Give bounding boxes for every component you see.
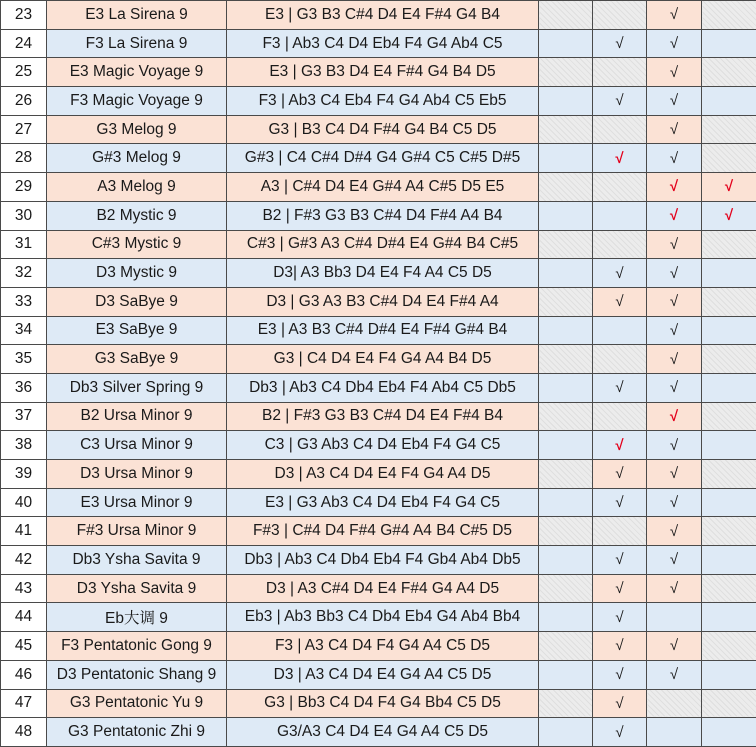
- scale-notes-cell: D3| A3 Bb3 D4 E4 F4 A4 C5 D5: [227, 259, 539, 288]
- table-row: [1, 402, 756, 431]
- check-cell-1: [539, 517, 593, 546]
- scale-name-cell: D3 Ysha Savita 9: [47, 574, 227, 603]
- check-cell-2: √: [593, 373, 647, 402]
- scale-notes-cell: Eb3 | Ab3 Bb3 C4 Db4 Eb4 G4 Ab4 Bb4: [227, 603, 539, 632]
- check-cell-4: [702, 87, 756, 116]
- table-body: [1, 1, 756, 747]
- scale-name-cell: E3 SaBye 9: [47, 316, 227, 345]
- check-cell-3: √: [647, 431, 702, 460]
- scale-name-cell: E3 La Sirena 9: [47, 1, 227, 30]
- scale-notes-cell: C3 | G3 Ab3 C4 D4 Eb4 F4 G4 C5: [227, 431, 539, 460]
- check-cell-1: [539, 144, 593, 173]
- row-number-cell: 32: [1, 259, 47, 288]
- scale-notes-cell: G3 | Bb3 C4 D4 F4 G4 Bb4 C5 D5: [227, 689, 539, 718]
- check-cell-2: √: [593, 259, 647, 288]
- scale-name-cell: F3 La Sirena 9: [47, 29, 227, 58]
- table-row: [1, 345, 756, 374]
- check-cell-4: [702, 460, 756, 489]
- check-cell-1: [539, 29, 593, 58]
- scale-notes-cell: C#3 | G#3 A3 C#4 D#4 E4 G#4 B4 C#5: [227, 230, 539, 259]
- check-cell-4: [702, 517, 756, 546]
- table-row: [1, 488, 756, 517]
- scale-notes-cell: A3 | C#4 D4 E4 G#4 A4 C#5 D5 E5: [227, 173, 539, 202]
- check-cell-4: [702, 632, 756, 661]
- scale-name-cell: B2 Mystic 9: [47, 201, 227, 230]
- row-number-cell: 48: [1, 718, 47, 747]
- check-cell-4: [702, 29, 756, 58]
- row-number-cell: 29: [1, 173, 47, 202]
- scale-notes-cell: D3 | G3 A3 B3 C#4 D4 E4 F#4 A4: [227, 287, 539, 316]
- scale-notes-cell: G3 | C4 D4 E4 F4 G4 A4 B4 D5: [227, 345, 539, 374]
- check-cell-2: √: [593, 689, 647, 718]
- check-cell-3: √: [647, 574, 702, 603]
- check-cell-1: [539, 718, 593, 747]
- table-row: [1, 460, 756, 489]
- check-cell-4: [702, 1, 756, 30]
- row-number-cell: 42: [1, 546, 47, 575]
- check-cell-1: [539, 402, 593, 431]
- scale-name-cell: E3 Ursa Minor 9: [47, 488, 227, 517]
- check-cell-4: [702, 431, 756, 460]
- check-cell-3: √: [647, 517, 702, 546]
- check-cell-3: [647, 689, 702, 718]
- check-cell-1: [539, 87, 593, 116]
- row-number-cell: 40: [1, 488, 47, 517]
- check-cell-3: √: [647, 1, 702, 30]
- row-number-cell: 23: [1, 1, 47, 30]
- check-cell-1: [539, 259, 593, 288]
- check-cell-4: [702, 115, 756, 144]
- scale-notes-cell: B2 | F#3 G3 B3 C#4 D4 F#4 A4 B4: [227, 201, 539, 230]
- check-cell-4: [702, 316, 756, 345]
- scale-name-cell: Eb大调 9: [47, 603, 227, 632]
- scale-notes-cell: F#3 | C#4 D4 F#4 G#4 A4 B4 C#5 D5: [227, 517, 539, 546]
- scale-name-cell: D3 Pentatonic Shang 9: [47, 660, 227, 689]
- check-cell-3: √: [647, 632, 702, 661]
- check-cell-1: [539, 173, 593, 202]
- check-cell-2: [593, 58, 647, 87]
- row-number-cell: 47: [1, 689, 47, 718]
- table-row: [1, 718, 756, 747]
- check-cell-3: √: [647, 115, 702, 144]
- row-number-cell: 35: [1, 345, 47, 374]
- check-cell-3: √: [647, 230, 702, 259]
- scale-name-cell: G3 Melog 9: [47, 115, 227, 144]
- scale-notes-cell: E3 | A3 B3 C#4 D#4 E4 F#4 G#4 B4: [227, 316, 539, 345]
- check-cell-4: [702, 689, 756, 718]
- scale-name-cell: E3 Magic Voyage 9: [47, 58, 227, 87]
- check-cell-4: [702, 402, 756, 431]
- scale-name-cell: G3 Pentatonic Zhi 9: [47, 718, 227, 747]
- check-cell-4: [702, 718, 756, 747]
- row-number-cell: 28: [1, 144, 47, 173]
- check-cell-1: [539, 230, 593, 259]
- check-cell-4: [702, 58, 756, 87]
- scale-name-cell: D3 Ursa Minor 9: [47, 460, 227, 489]
- scale-name-cell: D3 Mystic 9: [47, 259, 227, 288]
- scale-notes-cell: B2 | F#3 G3 B3 C#4 D4 E4 F#4 B4: [227, 402, 539, 431]
- check-cell-3: √: [647, 345, 702, 374]
- check-cell-2: √: [593, 603, 647, 632]
- check-cell-4: [702, 660, 756, 689]
- row-number-cell: 30: [1, 201, 47, 230]
- scale-notes-cell: G#3 | C4 C#4 D#4 G4 G#4 C5 C#5 D#5: [227, 144, 539, 173]
- row-number-cell: 37: [1, 402, 47, 431]
- check-cell-3: √: [647, 29, 702, 58]
- check-cell-3: √: [647, 259, 702, 288]
- check-cell-2: √: [593, 660, 647, 689]
- check-cell-1: [539, 603, 593, 632]
- table-row: [1, 259, 756, 288]
- check-cell-3: √: [647, 287, 702, 316]
- check-cell-2: √: [593, 287, 647, 316]
- table-row: [1, 287, 756, 316]
- check-cell-2: √: [593, 574, 647, 603]
- check-cell-2: [593, 173, 647, 202]
- check-cell-1: [539, 58, 593, 87]
- check-cell-1: [539, 1, 593, 30]
- scale-notes-cell: E3 | G3 B3 C#4 D4 E4 F#4 G4 B4: [227, 1, 539, 30]
- check-cell-2: [593, 201, 647, 230]
- check-cell-2: [593, 402, 647, 431]
- check-cell-2: √: [593, 29, 647, 58]
- table-row: [1, 373, 756, 402]
- check-cell-4: [702, 546, 756, 575]
- scale-notes-cell: D3 | A3 C#4 D4 E4 F#4 G4 A4 D5: [227, 574, 539, 603]
- check-cell-1: [539, 574, 593, 603]
- scale-notes-cell: Db3 | Ab3 C4 Db4 Eb4 F4 Gb4 Ab4 Db5: [227, 546, 539, 575]
- check-cell-3: √: [647, 201, 702, 230]
- check-cell-2: [593, 230, 647, 259]
- check-cell-2: √: [593, 144, 647, 173]
- table-row: [1, 431, 756, 460]
- table-row: [1, 689, 756, 718]
- check-cell-1: [539, 660, 593, 689]
- check-cell-3: √: [647, 144, 702, 173]
- check-cell-2: [593, 1, 647, 30]
- table-row: [1, 517, 756, 546]
- table-row: [1, 574, 756, 603]
- scale-name-cell: G3 Pentatonic Yu 9: [47, 689, 227, 718]
- row-number-cell: 38: [1, 431, 47, 460]
- check-cell-3: √: [647, 546, 702, 575]
- scale-notes-cell: G3 | B3 C4 D4 F#4 G4 B4 C5 D5: [227, 115, 539, 144]
- row-number-cell: 34: [1, 316, 47, 345]
- table-row: [1, 230, 756, 259]
- row-number-cell: 45: [1, 632, 47, 661]
- row-number-cell: 36: [1, 373, 47, 402]
- scale-name-cell: B2 Ursa Minor 9: [47, 402, 227, 431]
- scale-notes-cell: G3/A3 C4 D4 E4 G4 A4 C5 D5: [227, 718, 539, 747]
- row-number-cell: 26: [1, 87, 47, 116]
- scale-notes-cell: F3 | A3 C4 D4 F4 G4 A4 C5 D5: [227, 632, 539, 661]
- scale-name-cell: G3 SaBye 9: [47, 345, 227, 374]
- row-number-cell: 33: [1, 287, 47, 316]
- table-row: [1, 115, 756, 144]
- check-cell-1: [539, 287, 593, 316]
- table-row: [1, 87, 756, 116]
- row-number-cell: 46: [1, 660, 47, 689]
- check-cell-4: √: [702, 201, 756, 230]
- check-cell-3: [647, 718, 702, 747]
- check-cell-2: [593, 517, 647, 546]
- check-cell-3: √: [647, 58, 702, 87]
- check-cell-4: [702, 488, 756, 517]
- check-cell-3: √: [647, 87, 702, 116]
- scale-name-cell: F#3 Ursa Minor 9: [47, 517, 227, 546]
- check-cell-4: [702, 603, 756, 632]
- table-row: [1, 1, 756, 30]
- check-cell-4: [702, 345, 756, 374]
- scale-notes-cell: D3 | A3 C4 D4 E4 F4 G4 A4 D5: [227, 460, 539, 489]
- check-cell-1: [539, 460, 593, 489]
- check-cell-1: [539, 201, 593, 230]
- scale-notes-cell: F3 | Ab3 C4 Eb4 F4 G4 Ab4 C5 Eb5: [227, 87, 539, 116]
- scale-name-cell: Db3 Silver Spring 9: [47, 373, 227, 402]
- check-cell-3: √: [647, 402, 702, 431]
- scale-name-cell: A3 Melog 9: [47, 173, 227, 202]
- row-number-cell: 24: [1, 29, 47, 58]
- check-cell-1: [539, 316, 593, 345]
- scale-name-cell: D3 SaBye 9: [47, 287, 227, 316]
- check-cell-1: [539, 632, 593, 661]
- check-cell-4: [702, 259, 756, 288]
- check-cell-1: [539, 488, 593, 517]
- check-cell-4: [702, 373, 756, 402]
- check-cell-3: √: [647, 488, 702, 517]
- check-cell-2: √: [593, 632, 647, 661]
- check-cell-1: [539, 373, 593, 402]
- table-row: [1, 316, 756, 345]
- check-cell-2: [593, 115, 647, 144]
- row-number-cell: 43: [1, 574, 47, 603]
- check-cell-3: [647, 603, 702, 632]
- check-cell-3: √: [647, 373, 702, 402]
- scale-name-cell: F3 Magic Voyage 9: [47, 87, 227, 116]
- check-cell-2: [593, 316, 647, 345]
- table-row: [1, 546, 756, 575]
- scale-notes-cell: Db3 | Ab3 C4 Db4 Eb4 F4 Ab4 C5 Db5: [227, 373, 539, 402]
- row-number-cell: 25: [1, 58, 47, 87]
- check-cell-3: √: [647, 460, 702, 489]
- check-cell-2: [593, 345, 647, 374]
- check-cell-4: [702, 574, 756, 603]
- row-number-cell: 41: [1, 517, 47, 546]
- scale-notes-cell: D3 | A3 C4 D4 E4 G4 A4 C5 D5: [227, 660, 539, 689]
- table-row: [1, 660, 756, 689]
- scale-notes-cell: E3 | G3 B3 D4 E4 F#4 G4 B4 D5: [227, 58, 539, 87]
- row-number-cell: 31: [1, 230, 47, 259]
- check-cell-2: √: [593, 431, 647, 460]
- check-cell-1: [539, 345, 593, 374]
- table-row: [1, 144, 756, 173]
- check-cell-4: [702, 287, 756, 316]
- scale-notes-cell: E3 | G3 Ab3 C4 D4 Eb4 F4 G4 C5: [227, 488, 539, 517]
- check-cell-2: √: [593, 87, 647, 116]
- table-row: [1, 201, 756, 230]
- check-cell-2: √: [593, 488, 647, 517]
- check-cell-1: [539, 546, 593, 575]
- scale-notes-cell: F3 | Ab3 C4 D4 Eb4 F4 G4 Ab4 C5: [227, 29, 539, 58]
- check-cell-4: [702, 230, 756, 259]
- check-cell-1: [539, 115, 593, 144]
- scale-name-cell: F3 Pentatonic Gong 9: [47, 632, 227, 661]
- row-number-cell: 44: [1, 603, 47, 632]
- scale-name-cell: C3 Ursa Minor 9: [47, 431, 227, 460]
- check-cell-4: √: [702, 173, 756, 202]
- row-number-cell: 39: [1, 460, 47, 489]
- table-row: [1, 603, 756, 632]
- scale-name-cell: Db3 Ysha Savita 9: [47, 546, 227, 575]
- check-cell-2: √: [593, 546, 647, 575]
- scale-name-cell: G#3 Melog 9: [47, 144, 227, 173]
- table-row: [1, 632, 756, 661]
- check-cell-2: √: [593, 718, 647, 747]
- check-cell-1: [539, 431, 593, 460]
- row-number-cell: 27: [1, 115, 47, 144]
- table-row: [1, 29, 756, 58]
- table-row: [1, 58, 756, 87]
- check-cell-2: √: [593, 460, 647, 489]
- check-cell-3: √: [647, 173, 702, 202]
- check-cell-3: √: [647, 316, 702, 345]
- check-cell-1: [539, 689, 593, 718]
- table-row: [1, 173, 756, 202]
- check-cell-3: √: [647, 660, 702, 689]
- check-cell-4: [702, 144, 756, 173]
- scale-name-cell: C#3 Mystic 9: [47, 230, 227, 259]
